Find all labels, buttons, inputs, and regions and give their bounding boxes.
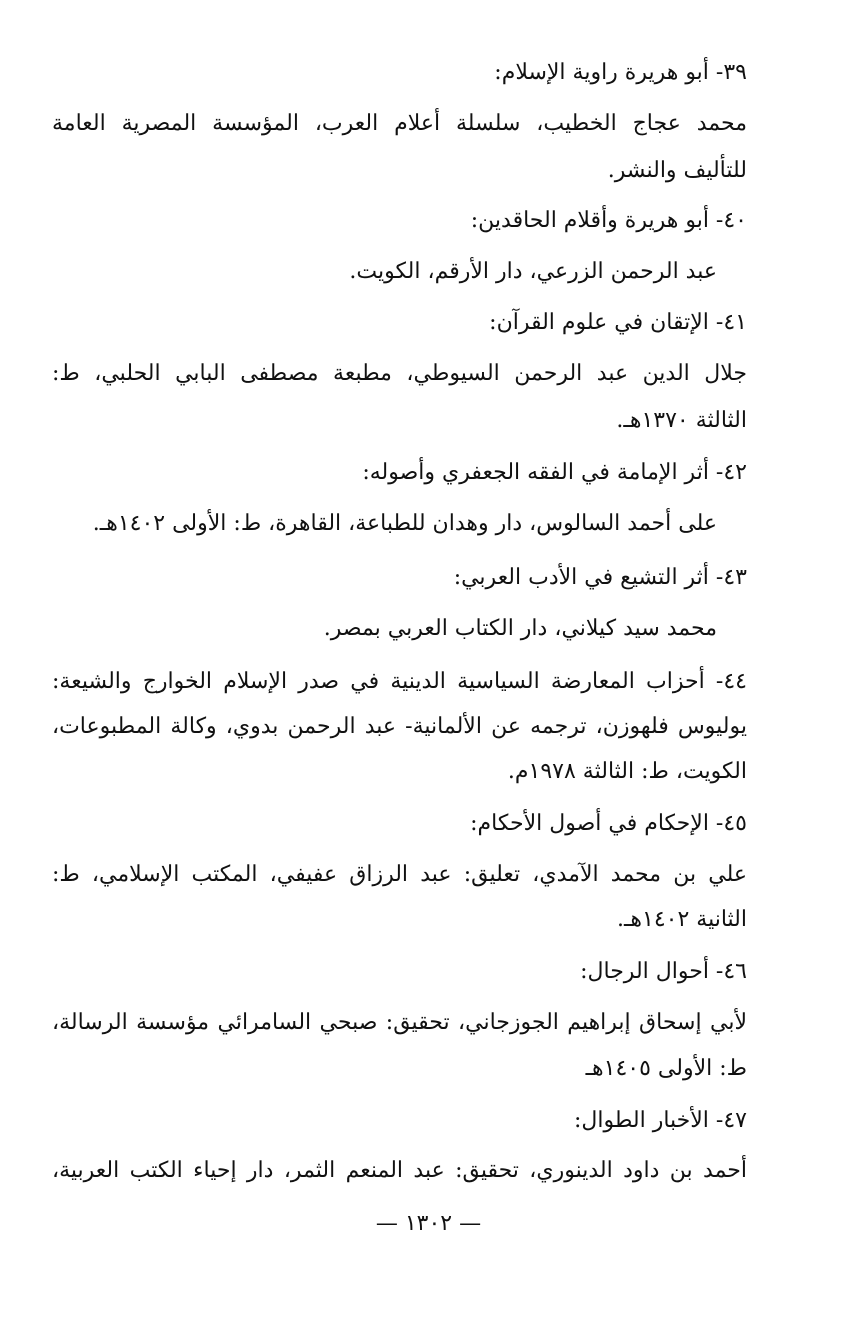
entry-41-line-1: جلال الدين عبد الرحمن السيوطي، مطبعة مصطفى البابي الحلبي، ط: [52, 361, 747, 386]
page-number: — ١٣٠٢ — [375, 1211, 482, 1236]
entry-44-heading: ٤٤- أحزاب المعارضة السياسية الدينية في صدر الإسلام الخوارج والشيعة: [52, 669, 747, 694]
entry-42-heading: ٤٢- أثر الإمامة في الفقه الجعفري وأصوله: [362, 460, 747, 485]
entry-41-heading: ٤١- الإتقان في علوم القرآن: [489, 310, 747, 335]
entry-47-heading: ٤٧- الأخبار الطوال: [573, 1108, 747, 1133]
entry-46-heading: ٤٦- أحوال الرجال: [580, 959, 747, 984]
entry-44-line-1: يوليوس فلهوزن، ترجمه عن الألمانية- عبد الرحمن بدوي، وكالة المطبوعات، [52, 714, 747, 739]
entry-40-heading: ٤٠- أبو هريرة وأقلام الحاقدين: [470, 208, 747, 233]
entry-44-line-2: الكويت، ط: الثالثة ١٩٧٨م. [507, 759, 747, 784]
entry-39-line-2: للتأليف والنشر. [607, 158, 747, 183]
entry-39-line-1: محمد عجاج الخطيب، سلسلة أعلام العرب، المؤسسة المصرية العامة [52, 111, 747, 136]
entry-43-line-1: محمد سيد كيلاني، دار الكتاب العربي بمصر. [323, 616, 717, 641]
entry-46-line-1: لأبي إسحاق إبراهيم الجوزجاني، تحقيق: صبحي السامرائي مؤسسة الرسالة، [52, 1010, 747, 1035]
entry-42-line-1: على أحمد السالوس، دار وهدان للطباعة، القاهرة، ط: الأولى ١٤٠٢هـ. [92, 511, 717, 536]
entry-43-heading: ٤٣- أثر التشيع في الأدب العربي: [453, 565, 747, 590]
entry-45-line-2: الثانية ١٤٠٢هـ. [616, 907, 747, 932]
entry-39-heading: ٣٩- أبو هريرة راوية الإسلام: [494, 60, 747, 85]
entry-47-line-1: أحمد بن داود الدينوري، تحقيق: عبد المنعم الثمر، دار إحياء الكتب العربية، [52, 1158, 747, 1183]
entry-40-line-1: عبد الرحمن الزرعي، دار الأرقم، الكويت. [349, 259, 717, 284]
entry-41-line-2: الثالثة ١٣٧٠هـ. [616, 408, 747, 433]
entry-45-line-1: علي بن محمد الآمدي، تعليق: عبد الرزاق عفيفي، المكتب الإسلامي، ط: [52, 862, 747, 887]
entry-45-heading: ٤٥- الإحكام في أصول الأحكام: [470, 811, 747, 836]
entry-46-line-2: ط: الأولى ١٤٠٥هـ [585, 1056, 747, 1081]
